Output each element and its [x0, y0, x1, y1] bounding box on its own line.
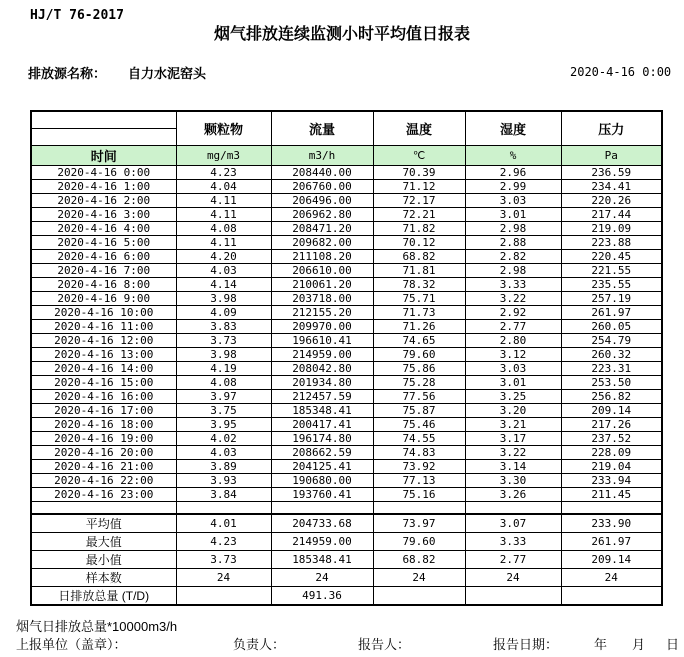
time-cell: 2020-4-16 3:00: [31, 207, 176, 221]
source-name-value: 自力水泥窑头: [128, 66, 207, 81]
summary-row: [31, 533, 662, 551]
value-cell: 4.11: [176, 193, 271, 207]
time-column-header: 时间: [31, 145, 176, 165]
value-cell: 228.09: [561, 445, 662, 459]
value-cell: 3.03: [465, 193, 561, 207]
value-cell: 185348.41: [271, 403, 373, 417]
value-cell: 4.09: [176, 305, 271, 319]
value-cell: 212457.59: [271, 389, 373, 403]
value-cell: 72.17: [373, 193, 465, 207]
value-cell: 223.88: [561, 235, 662, 249]
value-cell: 75.87: [373, 403, 465, 417]
value-cell: 77.13: [373, 473, 465, 487]
corner-cell-top: [31, 111, 176, 128]
value-cell: 261.97: [561, 305, 662, 319]
summary-value: 204733.68: [271, 514, 373, 533]
table-row: [31, 165, 662, 179]
table-row: [31, 361, 662, 375]
value-cell: 2.77: [465, 319, 561, 333]
table-row: [31, 459, 662, 473]
summary-value: [373, 587, 465, 606]
value-cell: 3.93: [176, 473, 271, 487]
value-cell: 75.86: [373, 361, 465, 375]
table-row: [31, 305, 662, 319]
table-row: [31, 473, 662, 487]
value-cell: 3.17: [465, 431, 561, 445]
value-cell: 71.81: [373, 263, 465, 277]
value-cell: 253.50: [561, 375, 662, 389]
summary-value: [176, 587, 271, 606]
value-cell: 3.30: [465, 473, 561, 487]
value-cell: 260.05: [561, 319, 662, 333]
value-cell: 3.25: [465, 389, 561, 403]
time-cell: 2020-4-16 9:00: [31, 291, 176, 305]
summary-value: 24: [465, 569, 561, 587]
time-cell: 2020-4-16 12:00: [31, 333, 176, 347]
month-label: 月: [632, 637, 646, 652]
report-datetime: 2020-4-16 0:00: [570, 65, 672, 79]
time-cell: 2020-4-16 23:00: [31, 487, 176, 501]
summary-value: 24: [373, 569, 465, 587]
summary-value: 68.82: [373, 551, 465, 569]
value-cell: 75.46: [373, 417, 465, 431]
source-name-label: 排放源名称：: [28, 66, 107, 81]
value-cell: 223.31: [561, 361, 662, 375]
value-cell: 201934.80: [271, 375, 373, 389]
value-cell: 209970.00: [271, 319, 373, 333]
time-cell: 2020-4-16 8:00: [31, 277, 176, 291]
table-row: [31, 403, 662, 417]
summary-value: [561, 587, 662, 606]
report-date-label: 报告日期：: [493, 637, 559, 652]
time-cell: 2020-4-16 11:00: [31, 319, 176, 333]
summary-value: 491.36: [271, 587, 373, 606]
value-cell: 3.33: [465, 277, 561, 291]
table-row: [31, 179, 662, 193]
time-cell: 2020-4-16 5:00: [31, 235, 176, 249]
value-cell: 72.21: [373, 207, 465, 221]
time-cell: 2020-4-16 19:00: [31, 431, 176, 445]
value-cell: 3.84: [176, 487, 271, 501]
summary-value: 3.07: [465, 514, 561, 533]
value-cell: 209.14: [561, 403, 662, 417]
value-cell: 254.79: [561, 333, 662, 347]
value-cell: 260.32: [561, 347, 662, 361]
value-cell: 3.89: [176, 459, 271, 473]
table-row: [31, 235, 662, 249]
summary-value: 233.90: [561, 514, 662, 533]
value-cell: 236.59: [561, 165, 662, 179]
value-cell: 68.82: [373, 249, 465, 263]
value-cell: 3.01: [465, 207, 561, 221]
value-cell: 4.08: [176, 221, 271, 235]
summary-value: 79.60: [373, 533, 465, 551]
value-cell: 206610.00: [271, 263, 373, 277]
summary-label: 日排放总量 (T/D): [31, 587, 176, 606]
time-cell: 2020-4-16 21:00: [31, 459, 176, 473]
summary-value: 73.97: [373, 514, 465, 533]
value-cell: 4.08: [176, 375, 271, 389]
value-cell: 2.98: [465, 221, 561, 235]
table-row: [31, 375, 662, 389]
value-cell: 220.26: [561, 193, 662, 207]
table-row: [31, 193, 662, 207]
value-cell: 3.73: [176, 333, 271, 347]
reporting-unit-label: 上报单位（盖章）：: [16, 637, 127, 652]
responsible-person-label: 负责人：: [233, 637, 286, 652]
value-cell: 77.56: [373, 389, 465, 403]
summary-value: 185348.41: [271, 551, 373, 569]
value-cell: 3.03: [465, 361, 561, 375]
value-cell: 70.39: [373, 165, 465, 179]
column-header-temperature: 温度: [373, 111, 465, 145]
value-cell: 208042.80: [271, 361, 373, 375]
table-row: [31, 291, 662, 305]
table-row: [31, 347, 662, 361]
table-row: [31, 319, 662, 333]
summary-value: 3.73: [176, 551, 271, 569]
value-cell: 3.01: [465, 375, 561, 389]
data-rows: [31, 165, 662, 501]
value-cell: 4.23: [176, 165, 271, 179]
value-cell: 3.22: [465, 445, 561, 459]
header-row: [31, 111, 662, 128]
value-cell: 206496.00: [271, 193, 373, 207]
time-cell: 2020-4-16 14:00: [31, 361, 176, 375]
value-cell: 206962.80: [271, 207, 373, 221]
value-cell: 75.71: [373, 291, 465, 305]
table-row: [31, 417, 662, 431]
value-cell: 74.55: [373, 431, 465, 445]
table-row: [31, 249, 662, 263]
summary-value: 2.77: [465, 551, 561, 569]
value-cell: 235.55: [561, 277, 662, 291]
time-cell: 2020-4-16 17:00: [31, 403, 176, 417]
corner-cell-bottom: [31, 128, 176, 145]
report-table: [30, 110, 663, 606]
value-cell: 203718.00: [271, 291, 373, 305]
table-row: [31, 207, 662, 221]
summary-value: 24: [176, 569, 271, 587]
value-cell: 75.16: [373, 487, 465, 501]
value-cell: 212155.20: [271, 305, 373, 319]
page-title: 烟气排放连续监测小时平均值日报表: [213, 26, 470, 43]
value-cell: 3.75: [176, 403, 271, 417]
value-cell: 210061.20: [271, 277, 373, 291]
summary-value: 24: [271, 569, 373, 587]
value-cell: 208440.00: [271, 165, 373, 179]
value-cell: 4.20: [176, 249, 271, 263]
value-cell: 219.09: [561, 221, 662, 235]
value-cell: 3.12: [465, 347, 561, 361]
summary-value: 24: [561, 569, 662, 587]
value-cell: 75.28: [373, 375, 465, 389]
value-cell: 217.44: [561, 207, 662, 221]
tail-rows: [31, 501, 662, 605]
value-cell: 196610.41: [271, 333, 373, 347]
column-header-humidity: 湿度: [465, 111, 561, 145]
value-cell: 2.99: [465, 179, 561, 193]
value-cell: 209682.00: [271, 235, 373, 249]
units-row: [31, 145, 662, 165]
table-row: [31, 263, 662, 277]
value-cell: 2.88: [465, 235, 561, 249]
table-row: [31, 277, 662, 291]
time-cell: 2020-4-16 7:00: [31, 263, 176, 277]
value-cell: 208471.20: [271, 221, 373, 235]
total-emission-note: 烟气日排放总量*10000m3/h: [16, 619, 178, 634]
time-cell: 2020-4-16 22:00: [31, 473, 176, 487]
value-cell: 4.03: [176, 445, 271, 459]
time-cell: 2020-4-16 20:00: [31, 445, 176, 459]
time-cell: 2020-4-16 10:00: [31, 305, 176, 319]
time-cell: 2020-4-16 15:00: [31, 375, 176, 389]
value-cell: 4.11: [176, 235, 271, 249]
value-cell: 208662.59: [271, 445, 373, 459]
value-cell: 3.98: [176, 347, 271, 361]
unit-flow: m3/h: [271, 145, 373, 165]
summary-label: 平均值: [31, 514, 176, 533]
value-cell: 4.03: [176, 263, 271, 277]
summary-value: 214959.00: [271, 533, 373, 551]
unit-humidity: %: [465, 145, 561, 165]
summary-row: [31, 551, 662, 569]
column-header-flow: 流量: [271, 111, 373, 145]
value-cell: 3.26: [465, 487, 561, 501]
time-cell: 2020-4-16 13:00: [31, 347, 176, 361]
value-cell: 204125.41: [271, 459, 373, 473]
time-cell: 2020-4-16 2:00: [31, 193, 176, 207]
value-cell: 221.55: [561, 263, 662, 277]
value-cell: 2.92: [465, 305, 561, 319]
table-row: [31, 333, 662, 347]
value-cell: 71.12: [373, 179, 465, 193]
value-cell: 234.41: [561, 179, 662, 193]
value-cell: 214959.00: [271, 347, 373, 361]
value-cell: 217.26: [561, 417, 662, 431]
table-row: [31, 445, 662, 459]
value-cell: 200417.41: [271, 417, 373, 431]
value-cell: 193760.41: [271, 487, 373, 501]
summary-value: 3.33: [465, 533, 561, 551]
value-cell: 4.04: [176, 179, 271, 193]
value-cell: 4.14: [176, 277, 271, 291]
value-cell: 220.45: [561, 249, 662, 263]
value-cell: 219.04: [561, 459, 662, 473]
value-cell: 2.96: [465, 165, 561, 179]
value-cell: 256.82: [561, 389, 662, 403]
value-cell: 2.80: [465, 333, 561, 347]
summary-value: [465, 587, 561, 606]
value-cell: 4.11: [176, 207, 271, 221]
value-cell: 257.19: [561, 291, 662, 305]
value-cell: 71.82: [373, 221, 465, 235]
value-cell: 233.94: [561, 473, 662, 487]
summary-row: [31, 514, 662, 533]
value-cell: 2.98: [465, 263, 561, 277]
summary-value: 261.97: [561, 533, 662, 551]
table-row: [31, 221, 662, 235]
value-cell: 78.32: [373, 277, 465, 291]
unit-pressure: Pa: [561, 145, 662, 165]
value-cell: 4.19: [176, 361, 271, 375]
summary-value: 4.01: [176, 514, 271, 533]
summary-row: [31, 569, 662, 587]
value-cell: 71.73: [373, 305, 465, 319]
value-cell: 74.83: [373, 445, 465, 459]
value-cell: 3.98: [176, 291, 271, 305]
table-row: [31, 487, 662, 501]
value-cell: 211.45: [561, 487, 662, 501]
value-cell: 70.12: [373, 235, 465, 249]
summary-value: 4.23: [176, 533, 271, 551]
value-cell: 4.02: [176, 431, 271, 445]
time-cell: 2020-4-16 1:00: [31, 179, 176, 193]
unit-particulate: mg/m3: [176, 145, 271, 165]
value-cell: 3.20: [465, 403, 561, 417]
value-cell: 71.26: [373, 319, 465, 333]
time-cell: 2020-4-16 16:00: [31, 389, 176, 403]
blank-row: [31, 501, 662, 514]
table-row: [31, 389, 662, 403]
value-cell: 196174.80: [271, 431, 373, 445]
value-cell: 3.21: [465, 417, 561, 431]
value-cell: 237.52: [561, 431, 662, 445]
column-header-particulate: 颗粒物: [176, 111, 271, 145]
value-cell: 211108.20: [271, 249, 373, 263]
summary-value: 209.14: [561, 551, 662, 569]
signature-line: [0, 634, 684, 652]
value-cell: 190680.00: [271, 473, 373, 487]
unit-temperature: ℃: [373, 145, 465, 165]
value-cell: 74.65: [373, 333, 465, 347]
value-cell: 3.95: [176, 417, 271, 431]
time-cell: 2020-4-16 4:00: [31, 221, 176, 235]
standard-code: HJ/T 76-2017: [30, 8, 124, 23]
value-cell: 3.97: [176, 389, 271, 403]
value-cell: 3.83: [176, 319, 271, 333]
table-row: [31, 431, 662, 445]
time-cell: 2020-4-16 18:00: [31, 417, 176, 431]
summary-row: [31, 587, 662, 606]
value-cell: 73.92: [373, 459, 465, 473]
time-cell: 2020-4-16 0:00: [31, 165, 176, 179]
time-cell: 2020-4-16 6:00: [31, 249, 176, 263]
value-cell: 3.22: [465, 291, 561, 305]
day-label: 日: [666, 637, 680, 652]
summary-label: 最大值: [31, 533, 176, 551]
value-cell: 2.82: [465, 249, 561, 263]
value-cell: 79.60: [373, 347, 465, 361]
source-row: [28, 63, 206, 82]
reporter-label: 报告人：: [358, 637, 411, 652]
value-cell: 3.14: [465, 459, 561, 473]
column-header-pressure: 压力: [561, 111, 662, 145]
value-cell: 206760.00: [271, 179, 373, 193]
year-label: 年: [594, 637, 608, 652]
summary-label: 最小值: [31, 551, 176, 569]
summary-label: 样本数: [31, 569, 176, 587]
